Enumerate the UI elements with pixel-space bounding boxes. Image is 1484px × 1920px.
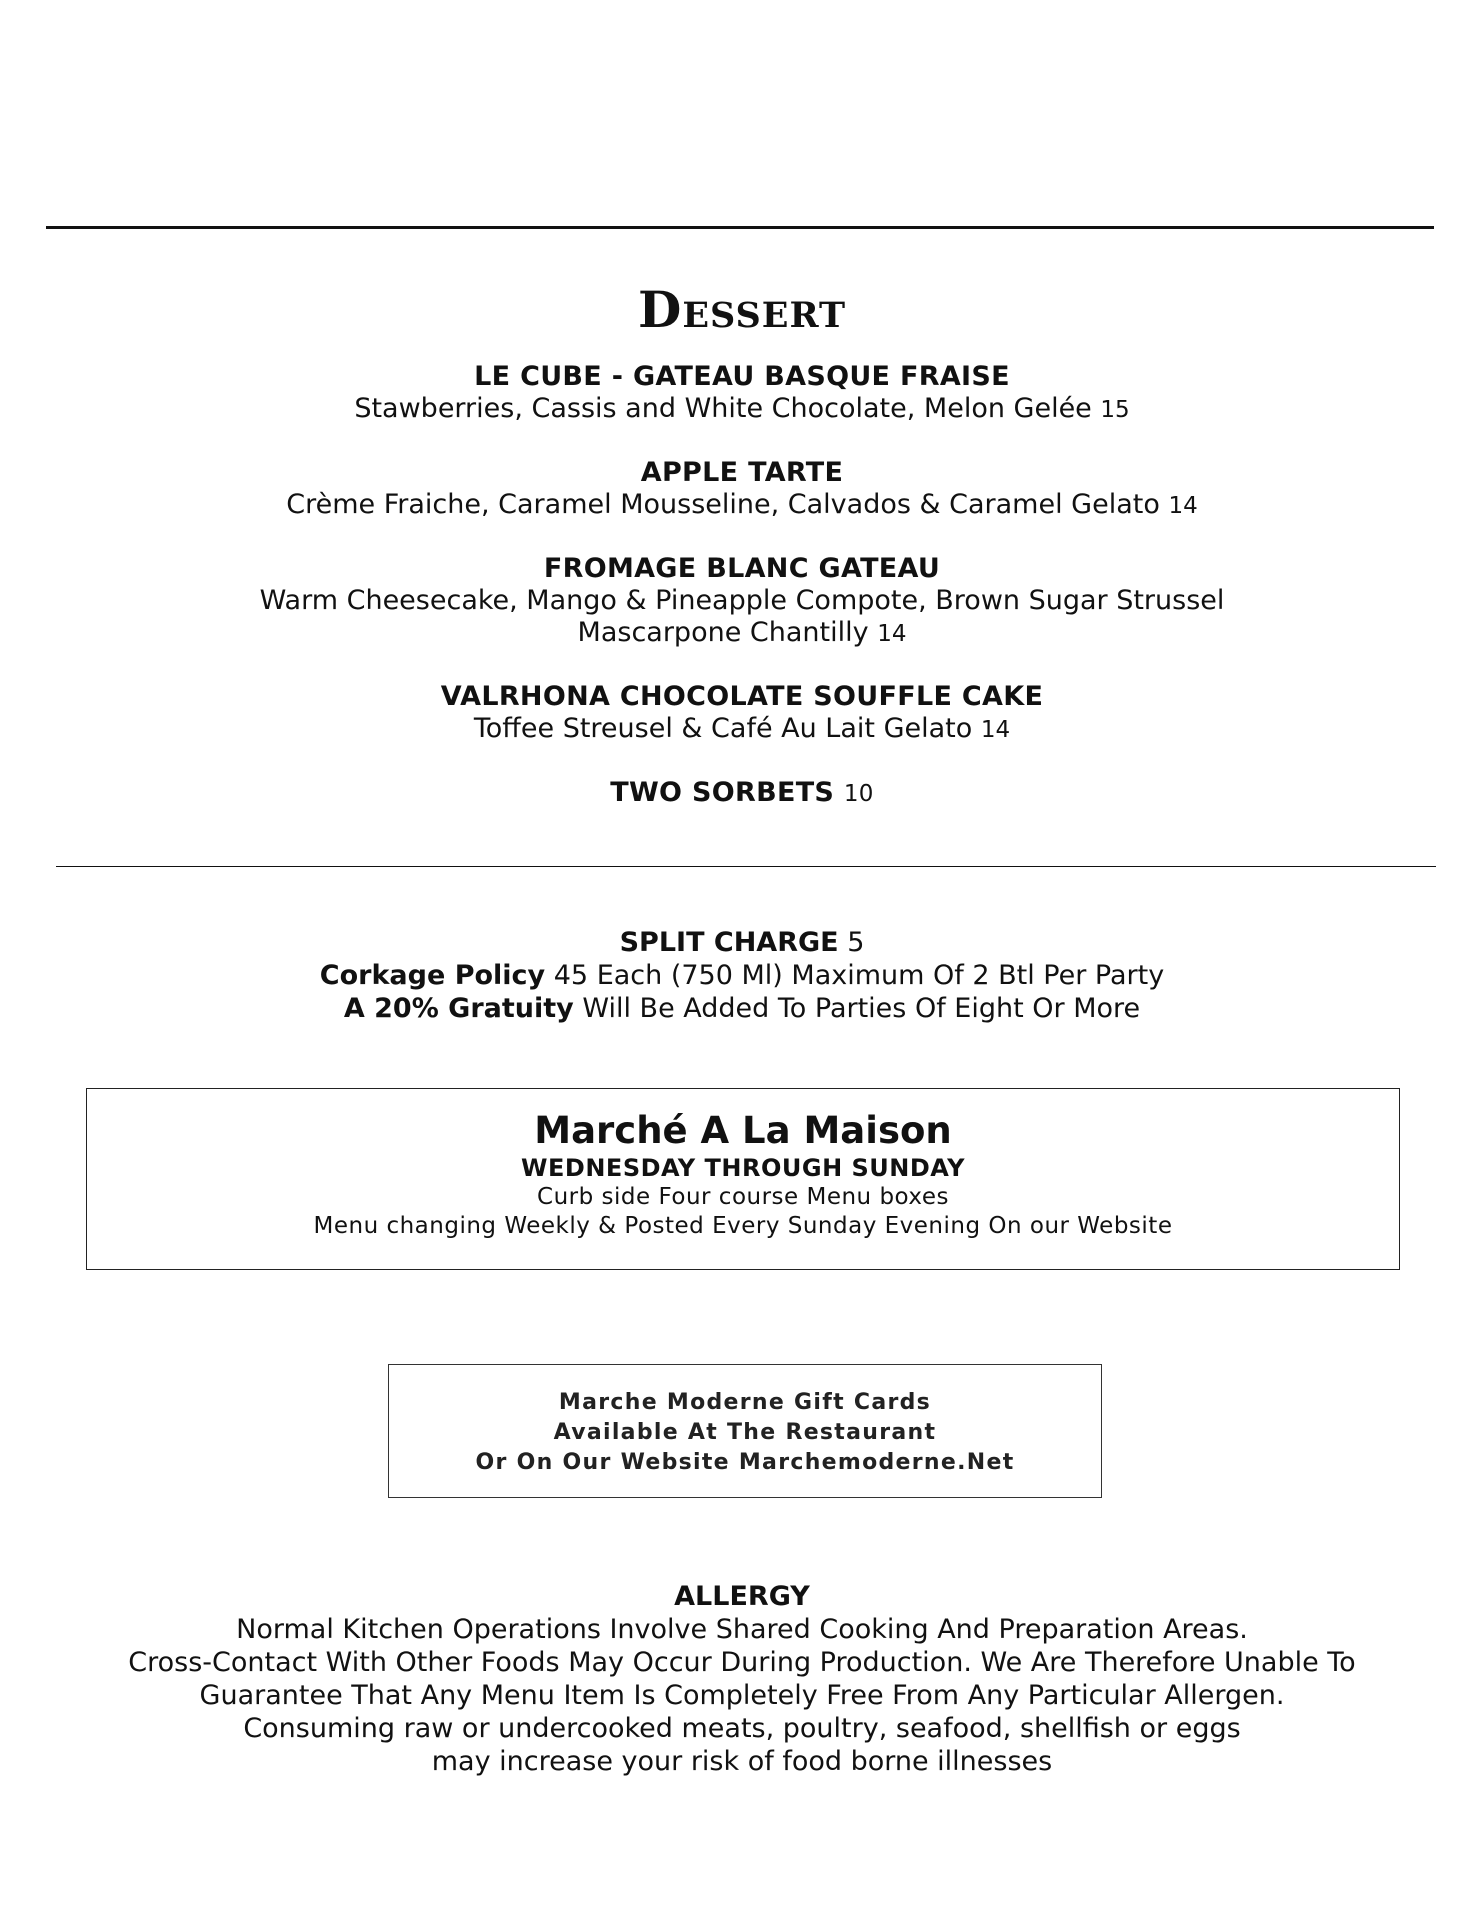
- allergy-line: Normal Kitchen Operations Involve Shared Cooking And Preparation Areas.: [236, 1614, 1248, 1645]
- allergy-line: Consuming raw or undercooked meats, poultry, seafood, shellfish or eggs: [243, 1713, 1241, 1744]
- corkage-policy: [0, 959, 1484, 992]
- gift-card-box: [388, 1364, 1102, 1498]
- item-description-text: Stawberries, Cassis and White Chocolate, Melon Gelée: [354, 393, 1092, 424]
- item-description-text: Mascarpone Chantilly: [577, 617, 869, 648]
- corkage-label: Corkage Policy: [319, 960, 546, 991]
- allergy-line: may increase your risk of food borne illnesses: [431, 1746, 1053, 1777]
- item-description-text: Toffee Streusel & Café Au Lait Gelato: [473, 713, 973, 744]
- allergy-line: Cross-Contact With Other Foods May Occur During Production. We Are Therefore Unable To: [128, 1647, 1356, 1678]
- item-price: 15: [1100, 397, 1130, 423]
- item-description: [0, 393, 1484, 426]
- middle-divider: [56, 866, 1436, 867]
- marche-line: Menu changing Weekly & Posted Every Sunday Evening On our Website: [313, 1213, 1173, 1239]
- item-price: 14: [877, 621, 907, 647]
- allergy-line: Guarantee That Any Menu Item Is Completely Free From Any Particular Allergen.: [199, 1680, 1285, 1711]
- menu-item: [0, 680, 1484, 746]
- split-charge: [0, 926, 1484, 959]
- marche-title: Marché A La Maison: [534, 1109, 952, 1152]
- item-price: 10: [843, 781, 874, 807]
- section-title: Dessert: [637, 280, 846, 339]
- menu-item: [0, 552, 1484, 650]
- item-price: 14: [980, 717, 1011, 743]
- menu-item: [0, 776, 1484, 811]
- item-description-line-2: [0, 617, 1484, 650]
- item-name: FROMAGE BLANC GATEAU: [543, 553, 941, 584]
- allergy-title: ALLERGY: [674, 1581, 810, 1612]
- gratuity-label: A 20% Gratuity: [343, 993, 574, 1024]
- item-description: Warm Cheesecake, Mango & Pineapple Compote, Brown Sugar Strussel: [259, 585, 1225, 616]
- item-price: 14: [1168, 493, 1198, 519]
- item-name-text: TWO SORBETS: [610, 777, 835, 808]
- item-description: [0, 489, 1484, 522]
- corkage-text: 45 Each (750 Ml) Maximum Of 2 Btl Per Party: [553, 960, 1165, 991]
- gift-card-line: Or On Our Website Marchemoderne.Net: [475, 1450, 1015, 1475]
- menu-item: [0, 360, 1484, 426]
- menu-item: [0, 456, 1484, 522]
- marche-days: WEDNESDAY THROUGH SUNDAY: [521, 1154, 965, 1182]
- item-name: VALRHONA CHOCOLATE SOUFFLE CAKE: [440, 681, 1044, 712]
- gift-card-line: Marche Moderne Gift Cards: [558, 1390, 932, 1415]
- marche-a-la-maison-box: [86, 1088, 1400, 1270]
- split-charge-price: 5: [847, 927, 865, 958]
- item-name-with-price: [0, 776, 1484, 811]
- gift-card-line: Available At The Restaurant: [553, 1420, 937, 1445]
- item-description: [0, 713, 1484, 746]
- gratuity-policy: [0, 992, 1484, 1025]
- top-divider: [46, 226, 1434, 229]
- dessert-menu: [0, 360, 1484, 841]
- item-name: LE CUBE - GATEAU BASQUE FRAISE: [474, 361, 1010, 392]
- marche-line: Curb side Four course Menu boxes: [537, 1184, 949, 1210]
- split-charge-label: SPLIT CHARGE: [619, 927, 839, 958]
- item-name: APPLE TARTE: [640, 457, 844, 488]
- item-description-text: Crème Fraiche, Caramel Mousseline, Calvados & Caramel Gelato: [286, 489, 1160, 520]
- policies: [0, 926, 1484, 1025]
- gratuity-text: Will Be Added To Parties Of Eight Or More: [582, 993, 1141, 1024]
- allergy-notice: [0, 1580, 1484, 1778]
